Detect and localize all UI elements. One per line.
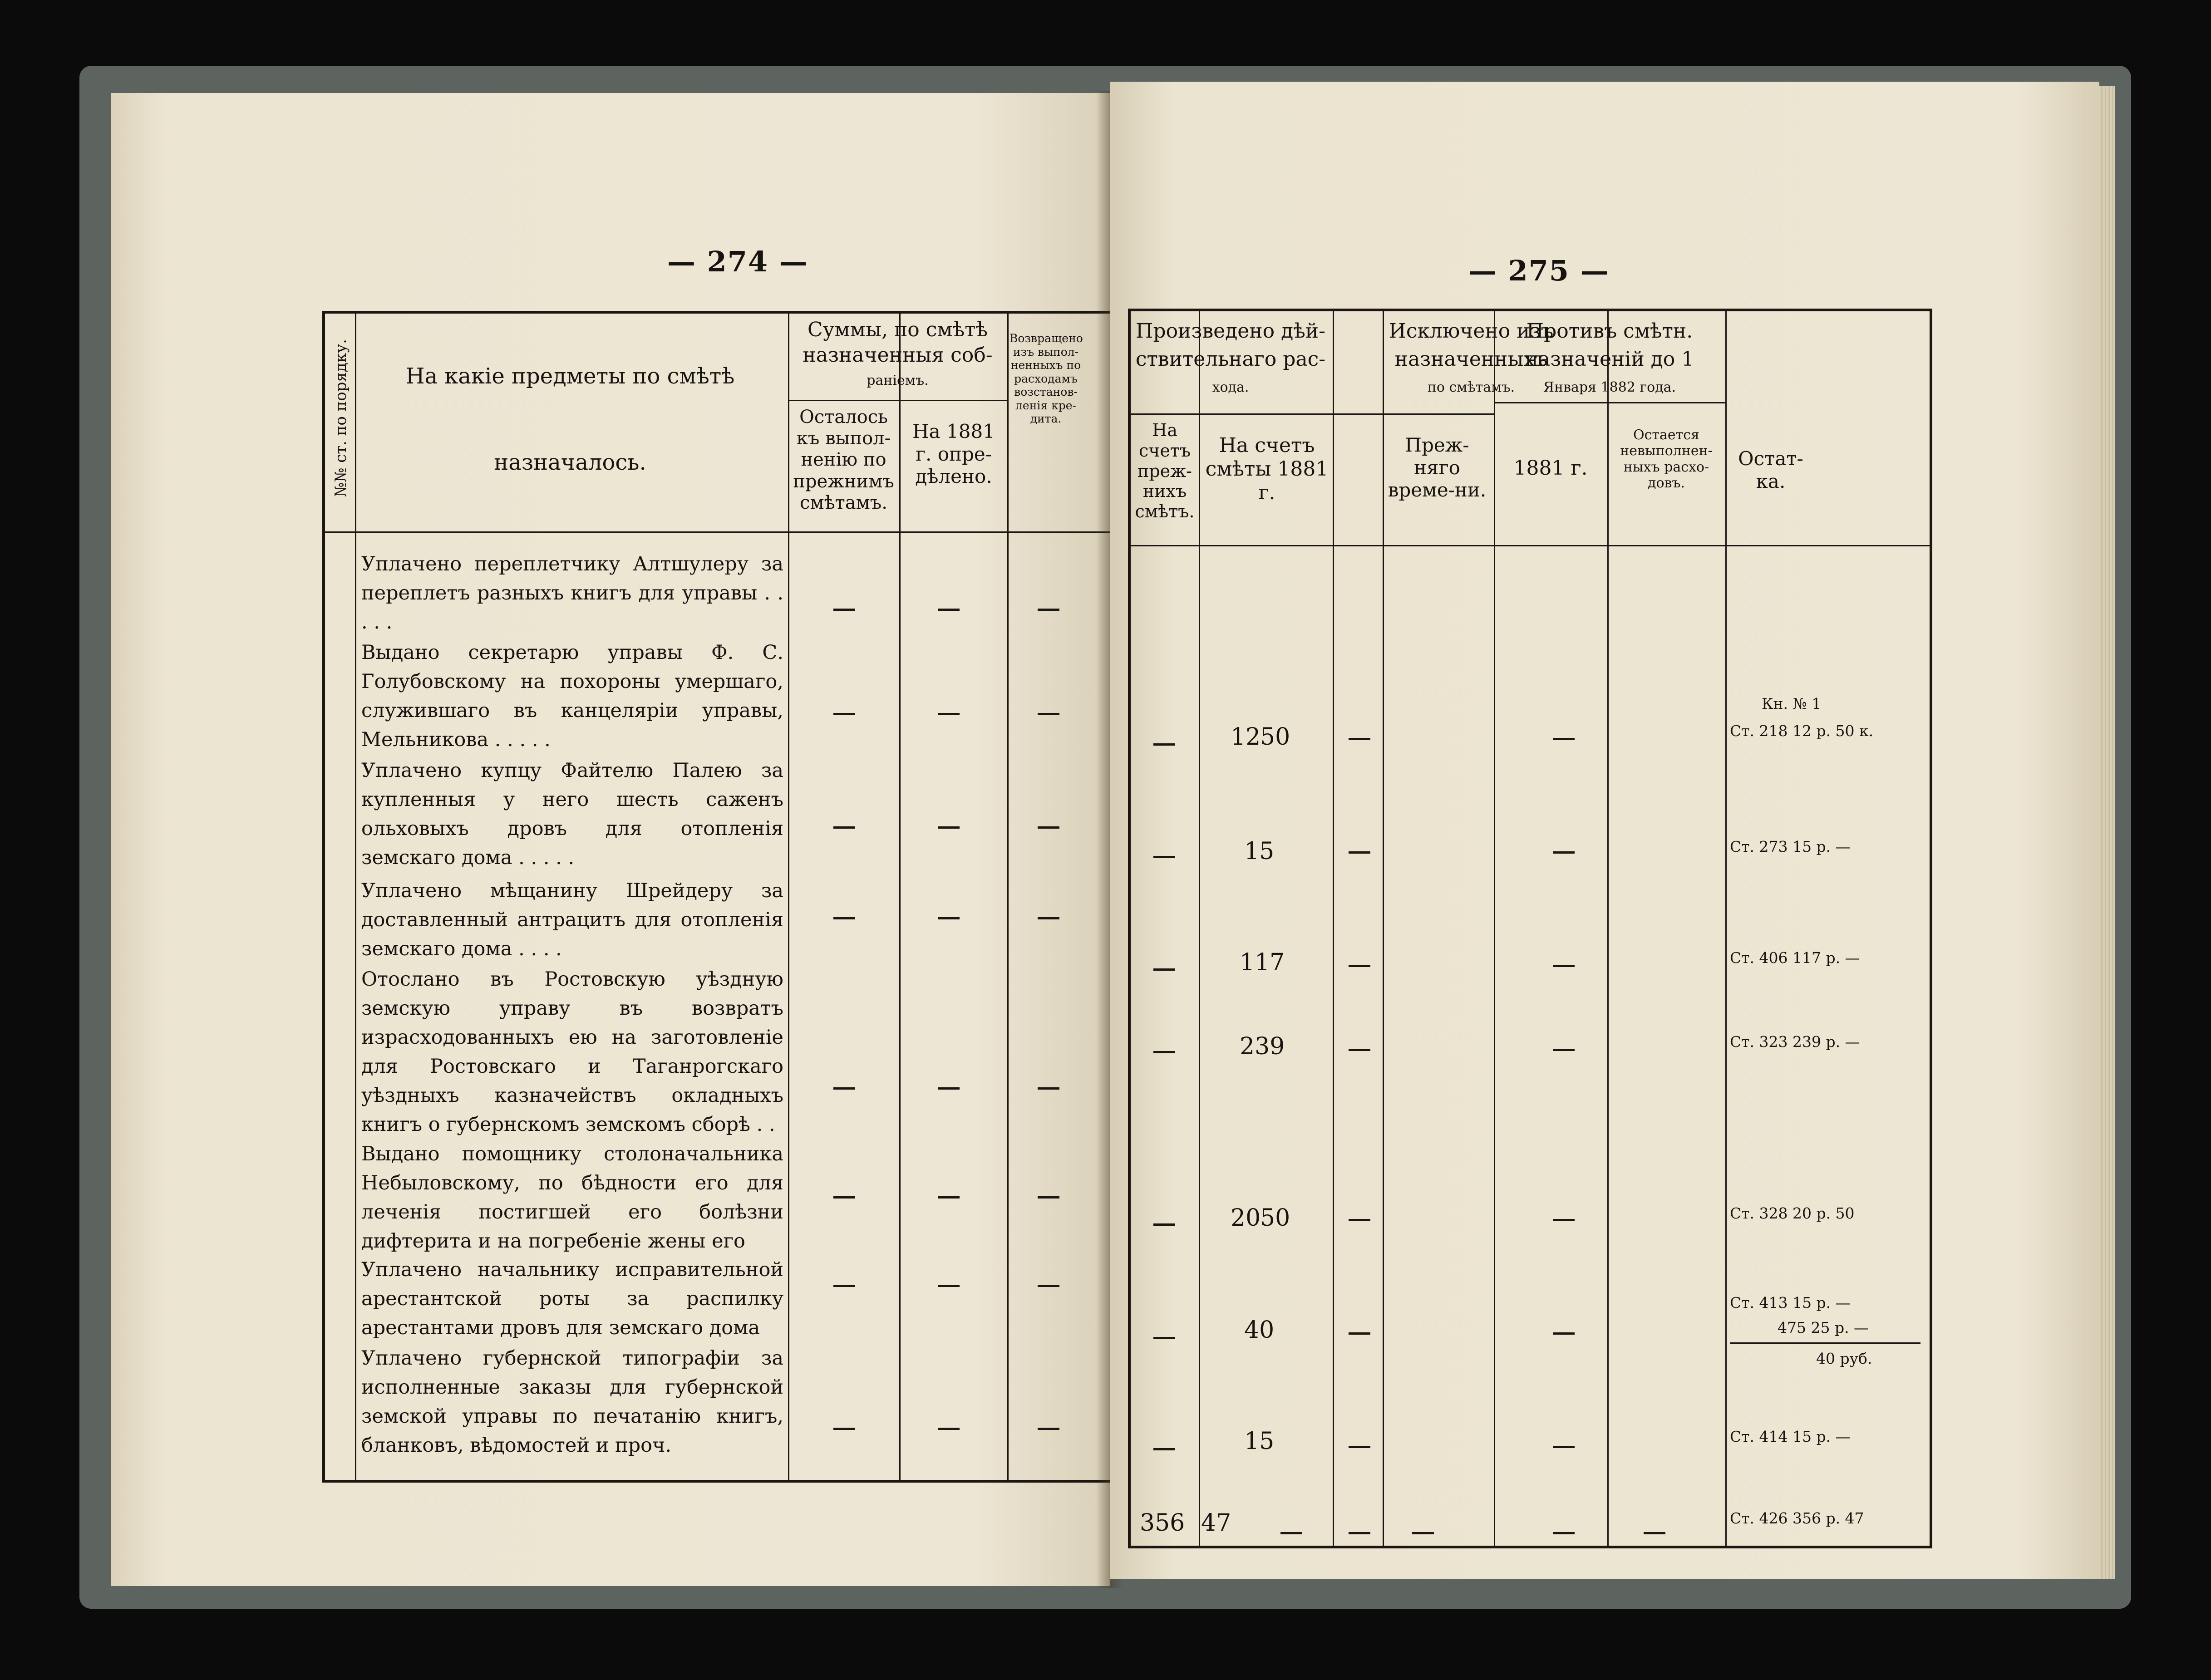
amount-rub-1: 12 (1231, 723, 1261, 751)
left-entry-5: Отослано въ Ростовскую уѣздную земскую управу въ возвратъ израсходованныхъ ею на заготовленіе для Ростовскаго и Таганрогскаго уѣздныхъ казначействъ окладныхъ книгъ о губернскомъ земскомъ сборѣ . . (361, 968, 783, 1136)
header-actual-line1: Произведено дѣй- (1136, 319, 1325, 343)
amount-rub-5: 20 (1231, 1204, 1261, 1232)
left-entry-8: Уплачено губернской типографіи за исполненные заказы для губернской земской управы по печатанію книгъ, бланковъ, вѣдомостей и проч. (361, 1347, 783, 1457)
header-prev-time: Преж-няго време-ни. (1388, 434, 1487, 501)
left-page-number: — 274 — (667, 245, 808, 278)
header-sums-line2: назначенныя соб- (803, 344, 993, 367)
right-page (1110, 82, 2099, 1579)
header-against-line2: назначеній до 1 (1525, 348, 1694, 371)
amount-rub-3: 117 (1240, 949, 1285, 976)
header-against-line1: Противъ смѣтн. (1526, 319, 1693, 343)
header-actual-line2: ствительнаго рас- (1135, 348, 1326, 371)
total-rub: 356 (1140, 1509, 1185, 1537)
ref-5: Ст. 328 20 р. 50 (1730, 1204, 1855, 1222)
ref-3: Ст. 406 117 р. — (1730, 949, 1860, 967)
ref-4: Ст. 323 239 р. — (1730, 1033, 1860, 1051)
amount-kop-1: 50 (1260, 723, 1290, 751)
ref-sum-40: 40 руб. (1816, 1350, 1872, 1367)
left-page (111, 93, 1110, 1586)
header-1881: На 1881 г. опре-дѣлено. (912, 420, 995, 488)
left-entry-7: Уплачено начальнику исправительной арестантской роты за распилку арестантами дровъ для земскаго дома (361, 1258, 783, 1339)
amount-kop-5: 50 (1260, 1204, 1290, 1232)
ref-book: Кн. № 1 (1762, 695, 1822, 712)
header-row-number: №№ ст. по порядку. (332, 339, 350, 497)
right-ledger-table (1128, 309, 1932, 1548)
header-remainder: Остат-ка. (1738, 447, 1803, 492)
header-returned: Возвращено изъ выпол-ненныхъ по расходамъ возстанов-ленія кре-дита. (1009, 332, 1083, 425)
amount-rub-6: 40 (1244, 1316, 1275, 1344)
header-sums-line1: Суммы, по смѣтѣ (807, 318, 988, 341)
left-entry-1: Уплачено переплетчику Алтшулеру за переплетъ разныхъ книгъ для управы . . . . . (361, 553, 783, 634)
header-excluded-1881: 1881 г. (1513, 457, 1588, 480)
header-excluded-line2: назначенныхъ (1394, 348, 1548, 371)
left-entry-2: Выдано секретарю управы Ф. С. Голубовскому на похороны умершаго, служившаго въ канцеляріи управы, Мельникова . . . . . (361, 641, 783, 751)
header-unfulfilled: Остается невыполнен-ныхъ расхо-довъ. (1620, 427, 1713, 491)
header-items-line2: назначалось. (494, 450, 646, 475)
header-sums-line3: раніемъ. (867, 373, 929, 388)
left-entry-3: Уплачено купцу Файтелю Палею за купленныя у него шесть саженъ ольховыхъ дровъ для отопленія земскаго дома . . . . . (361, 759, 783, 869)
left-entry-4: Уплачено мѣщанину Шрейдеру за доставленный антрацитъ для отопленія земскаго дома . . . . (361, 879, 783, 960)
amount-rub-4: 239 (1240, 1033, 1285, 1060)
amount-rub-2: 15 (1244, 838, 1275, 865)
right-page-number: — 275 — (1468, 254, 1610, 287)
header-actual-line3: хода. (1212, 379, 1249, 395)
header-remaining: Осталось къ выпол-ненію по прежнимъ смѣтамъ. (793, 407, 894, 513)
header-against-line3: Января 1882 года. (1543, 379, 1676, 395)
ref-1: Ст. 218 12 р. 50 к. (1730, 722, 1874, 740)
ref-8: Ст. 414 15 р. — (1730, 1428, 1851, 1445)
header-excluded-line3: по смѣтамъ. (1427, 379, 1515, 395)
amount-rub-7: 15 (1244, 1428, 1275, 1455)
left-entry-6: Выдано помощнику столоначальника Небыловскому, по бѣдности его для леченія постигшей его болѣзни дифтерита и на погребеніе жены его (361, 1143, 783, 1253)
ref-6: Ст. 413 15 р. — (1730, 1294, 1851, 1312)
ref-7: 475 25 р. — (1778, 1319, 1869, 1336)
header-estimate-1881: На счетъ смѣты 1881 г. (1205, 434, 1329, 504)
total-kop: 47 (1201, 1509, 1231, 1537)
ref-total: Ст. 426 356 р. 47 (1730, 1509, 1864, 1527)
ref-2: Ст. 273 15 р. — (1730, 838, 1851, 855)
header-prev-estimates: На счетъ преж-нихъ смѣтъ. (1135, 420, 1195, 522)
header-excluded-line1: Исключено изъ (1389, 319, 1554, 343)
header-items-line1: На какіе предметы по смѣтѣ (405, 364, 735, 389)
left-ledger-table (322, 311, 1110, 1483)
